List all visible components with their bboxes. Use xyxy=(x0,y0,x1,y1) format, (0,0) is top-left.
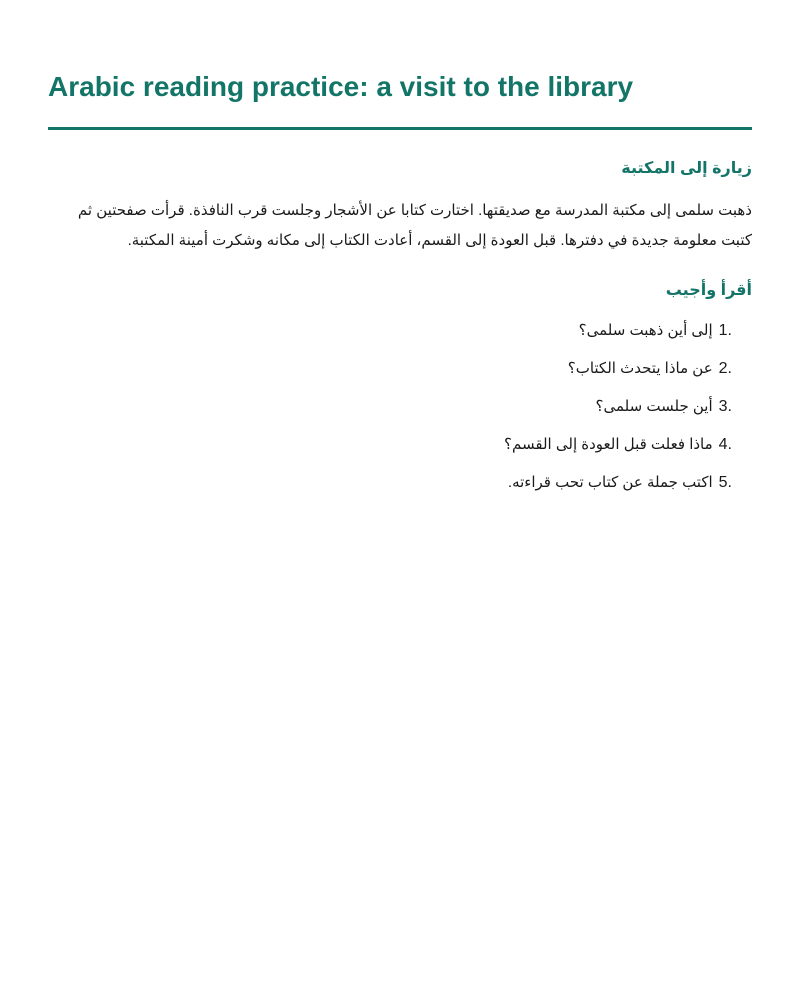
question-text: عن ماذا يتحدث الكتاب؟ xyxy=(567,360,713,377)
document-title: Arabic reading practice: a visit to the library xyxy=(48,71,634,102)
question-item xyxy=(48,472,732,510)
question-text: أين جلست سلمى؟ xyxy=(595,398,713,415)
question-item xyxy=(48,396,732,434)
question-item xyxy=(48,358,732,396)
question-number: 1. xyxy=(718,322,732,339)
story-heading: زيارة إلى المكتبة xyxy=(621,160,752,177)
question-number: 4. xyxy=(718,436,732,453)
worksheet-page xyxy=(48,0,752,510)
question-number: 2. xyxy=(718,360,732,377)
question-number: 3. xyxy=(718,398,732,415)
question-item xyxy=(48,434,732,472)
title-divider xyxy=(48,127,752,130)
question-text: ماذا فعلت قبل العودة إلى القسم؟ xyxy=(504,436,713,453)
questions-heading: أقرأ وأجيب xyxy=(665,282,752,299)
question-number: 5. xyxy=(718,474,732,491)
story-section xyxy=(48,158,752,256)
story-paragraph: ذهبت سلمى إلى مكتبة المدرسة مع صديقتها. اختارت كتابا عن الأشجار وجلست قرب النافذة. قرأت صفحتين ثم كتبت معلومة جديدة في دفترها. قبل العودة إلى القسم، أعادت الكتاب إلى مكانه وشكرت أمينة المكتبة. xyxy=(77,202,752,249)
question-text: إلى أين ذهبت سلمى؟ xyxy=(578,322,713,339)
question-item xyxy=(48,320,732,358)
question-list xyxy=(48,320,752,510)
questions-section xyxy=(48,280,752,510)
question-text: اكتب جملة عن كتاب تحب قراءته. xyxy=(507,474,713,491)
